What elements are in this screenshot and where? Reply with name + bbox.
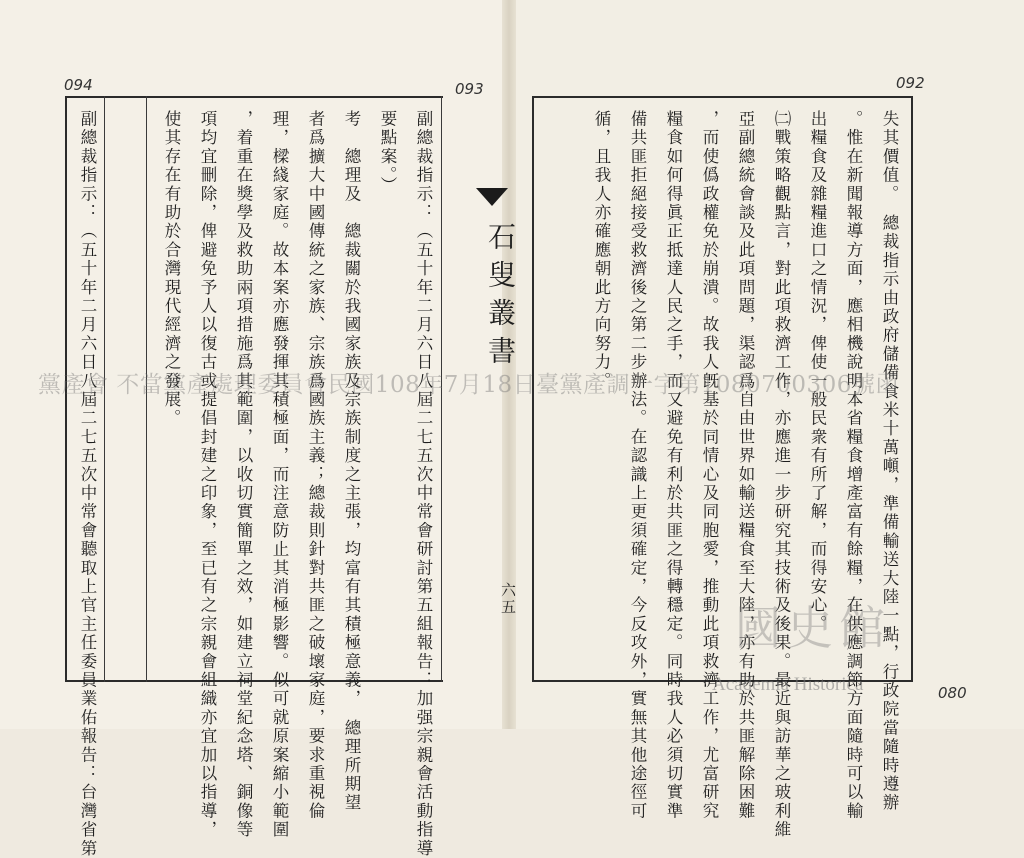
left-column-7: 考 總理及 總裁關於我國家族及宗族制度之主張，均富有其積極意義， 總理所期望 [342, 110, 361, 813]
left-column-9: 副總裁指示：（五十年二月六日八屆二七五次中常會研討第五組報告：加强宗親會活動指導 [414, 110, 433, 858]
left-column-6: 者爲擴大中國傳統之家族、宗族爲國族主義；總裁則針對共匪之破壞家庭，要求重視倫 [306, 110, 325, 821]
spine-triangle-mark [476, 188, 508, 206]
page-number-right: 092 [896, 74, 925, 92]
right-column-1: 失其價值。 總裁指示由政府儲備食米十萬噸，準備輸送大陸一點，行政院當隨時遵辦 [880, 110, 899, 813]
right-column-8: 備共匪拒絕接受救濟後之第二步辦法。在認識上更須確定，今反攻外，實無其他途徑可 [628, 110, 647, 821]
archive-watermark: 黨產會 不當黨產處理委員會民國108年7月18日臺黨產調一字第1080700306號函 [38, 372, 899, 398]
page-number-far-left: 094 [64, 76, 93, 94]
left-column-5: 理，樑綫家庭。故本案亦應發揮其積極面，而注意防止其消極影響。似可就原案縮小範圍 [270, 110, 289, 840]
right-column-7: 糧食如何得眞正抵達人民之手，而又避免有利於共匪之得轉穩定。同時我人必須切實準 [664, 110, 683, 821]
right-column-5: 亞副總統會談及此項問題，渠認爲自由世界如輸送糧食至大陸，亦有助於共匪解除困難 [736, 110, 755, 821]
right-column-6: ，而使僞政權免於崩潰。故我人旣基於同情心及同胞愛，推動此項救濟工作，尤富研究 [700, 110, 719, 821]
archive-logo: 國史館 [735, 601, 891, 655]
series-title: 石叟叢書 [484, 222, 517, 374]
left-column-3: 項均宜刪除，俾避免予人以復古或提倡封建之印象，至已有之宗親會組織亦宜加以指導， [198, 110, 217, 840]
left-column-4: ，着重在獎學及救助兩項措施爲其範圍，以收切實簡單之效，如建立祠堂紀念塔、銅像等 [234, 110, 253, 840]
right-column-2: 。惟在新聞報導方面，應相機說明本省糧食增產富有餘糧，在供應調節方面隨時可以輸 [844, 110, 863, 821]
archive-logo-english: Academia Historica [712, 674, 864, 695]
left-column-2: 使其存在有助於合灣現代經濟之發展。 [162, 110, 181, 428]
folio-number: 六五 [499, 582, 517, 616]
right-column-4: ㈡戰策略觀點言，對此項救濟工作，亦應進一步研究其技術及後果。最近與訪華之玻利維 [772, 110, 791, 840]
left-column-1: 副總裁指示：（五十年二月六日八屆二七五次中常會聽取上官主任委員業佑報告：台灣省第 [78, 110, 97, 858]
right-column-3: 出糧食及雜糧進口之情況，俾使一般民衆有所了解，而得安心。 [808, 110, 827, 634]
left-column-8: 要點案。） [378, 110, 397, 196]
page-number-left: 093 [455, 80, 484, 98]
page-number-bottom-right: 080 [938, 684, 967, 702]
right-column-9: 循，且我人亦確應朝此方向努力。 [592, 110, 611, 391]
